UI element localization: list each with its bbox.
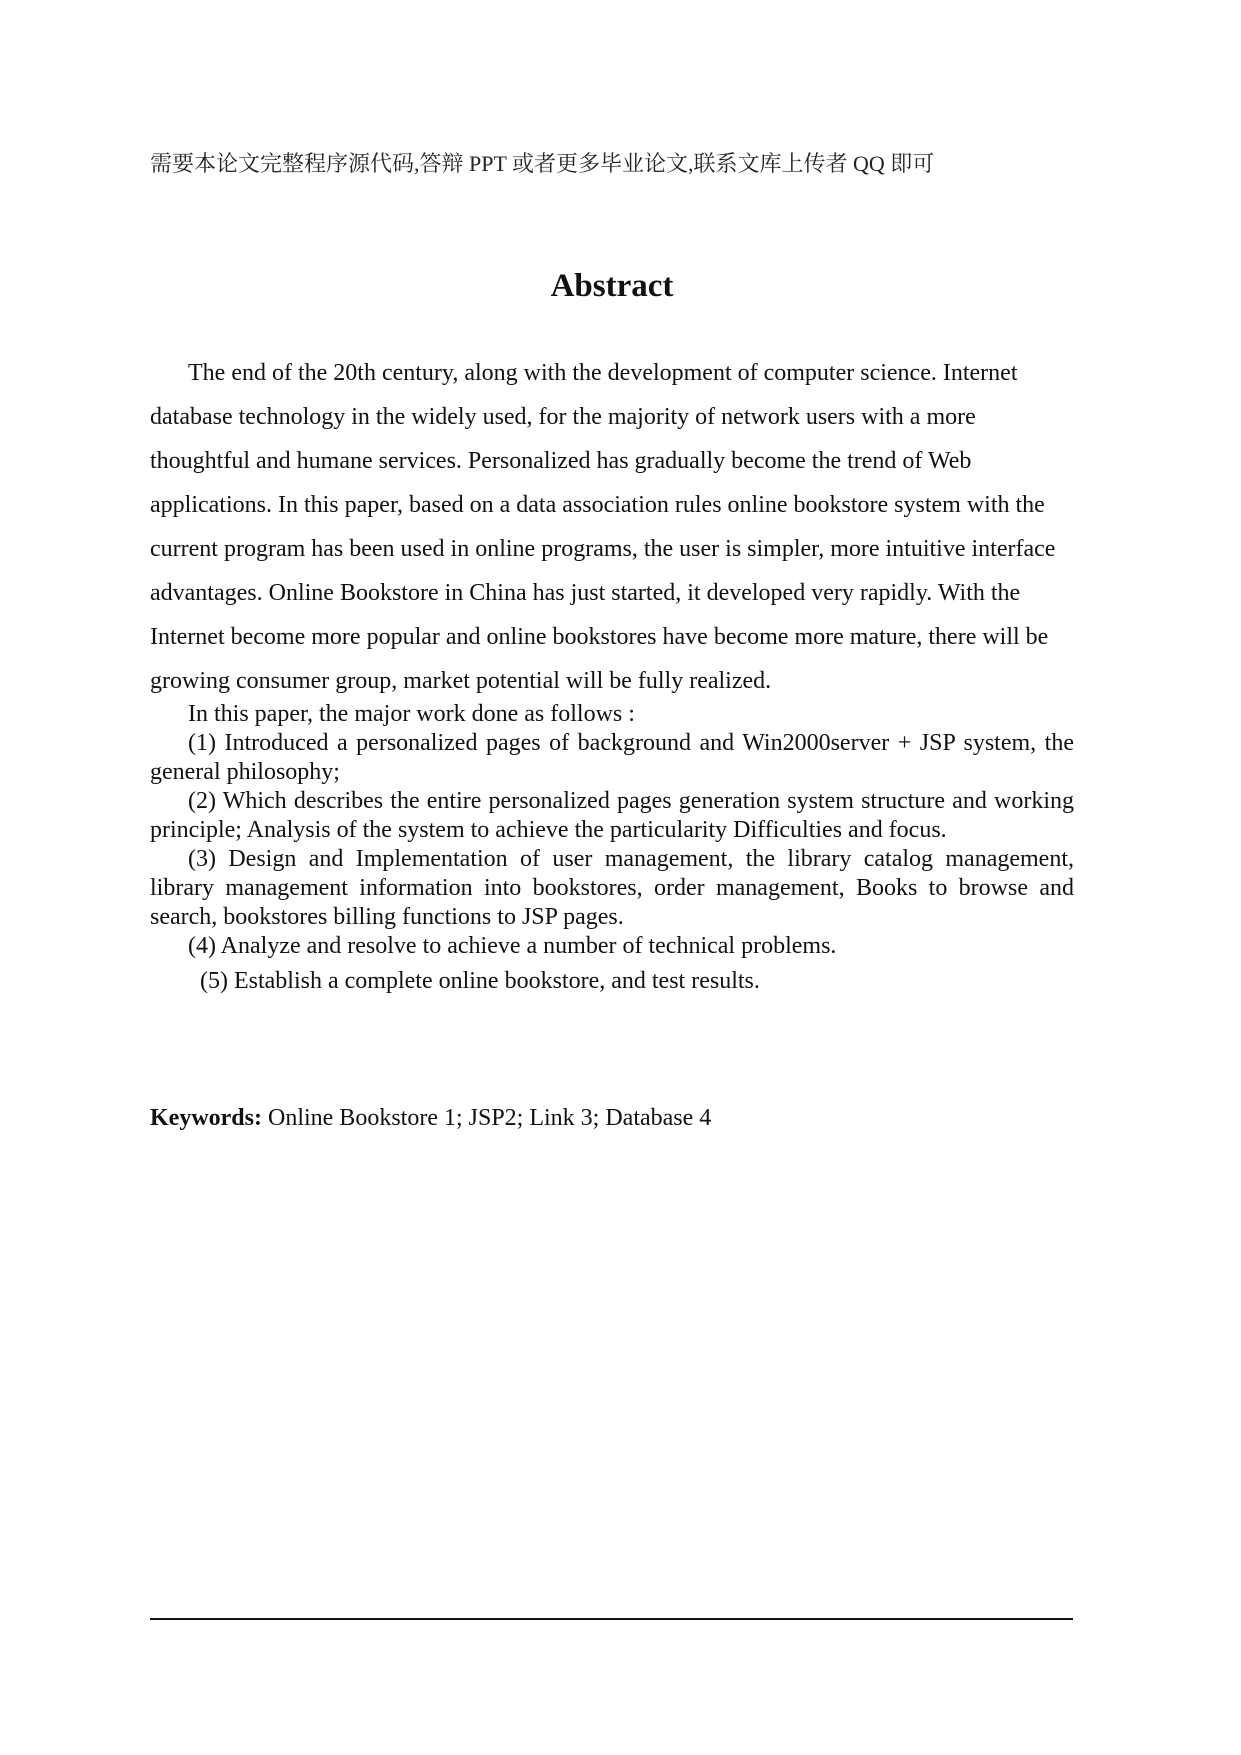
major-work-section (150, 700, 1074, 996)
footer-rule (150, 1618, 1073, 1620)
keywords-label: Keywords: (150, 1105, 262, 1131)
major-work-item-5: (5) Establish a complete online bookstore, and test results. (200, 968, 760, 994)
header-note: 需要本论文完整程序源代码,答辩 PPT 或者更多毕业论文,联系文库上传者 QQ 即可 (150, 151, 935, 176)
major-work-item-4: (4) Analyze and resolve to achieve a number of technical problems. (188, 933, 837, 959)
major-work-item-3: (3) Design and Implementation of user management, the library catalog management, library management information into bookstores, order management, Books to browse and search, bookstores billing functions to JSP pages. (150, 846, 1074, 930)
major-work-item-1: (1) Introduced a personalized pages of background and Win2000server + JSP system, the general philosophy; (150, 730, 1074, 785)
abstract-title: Abstract (550, 268, 674, 304)
keywords-line (150, 1103, 1074, 1133)
major-work-item-2: (2) Which describes the entire personalized pages generation system structure and working principle; Analysis of the system to achieve the particularity Difficulties and focus. (150, 788, 1074, 843)
major-work-intro: In this paper, the major work done as follows : (188, 701, 635, 727)
abstract-body: The end of the 20th century, along with the development of computer science. Internet database technology in the widely used, for the majority of network users with a more thoughtful and humane services. Personalized has gradually become the trend of Web applications. In this paper, based on a data association rules online bookstore system with the current program has been used in online programs, the user is simpler, more intuitive interface advantages. Online Bookstore in China has just started, it developed very rapidly. With the Internet become more popular and online bookstores have become more mature, there will be growing consumer group, market potential will be fully realized. (150, 360, 1056, 694)
keywords-value: Online Bookstore 1; JSP2; Link 3; Database 4 (261, 1105, 712, 1131)
